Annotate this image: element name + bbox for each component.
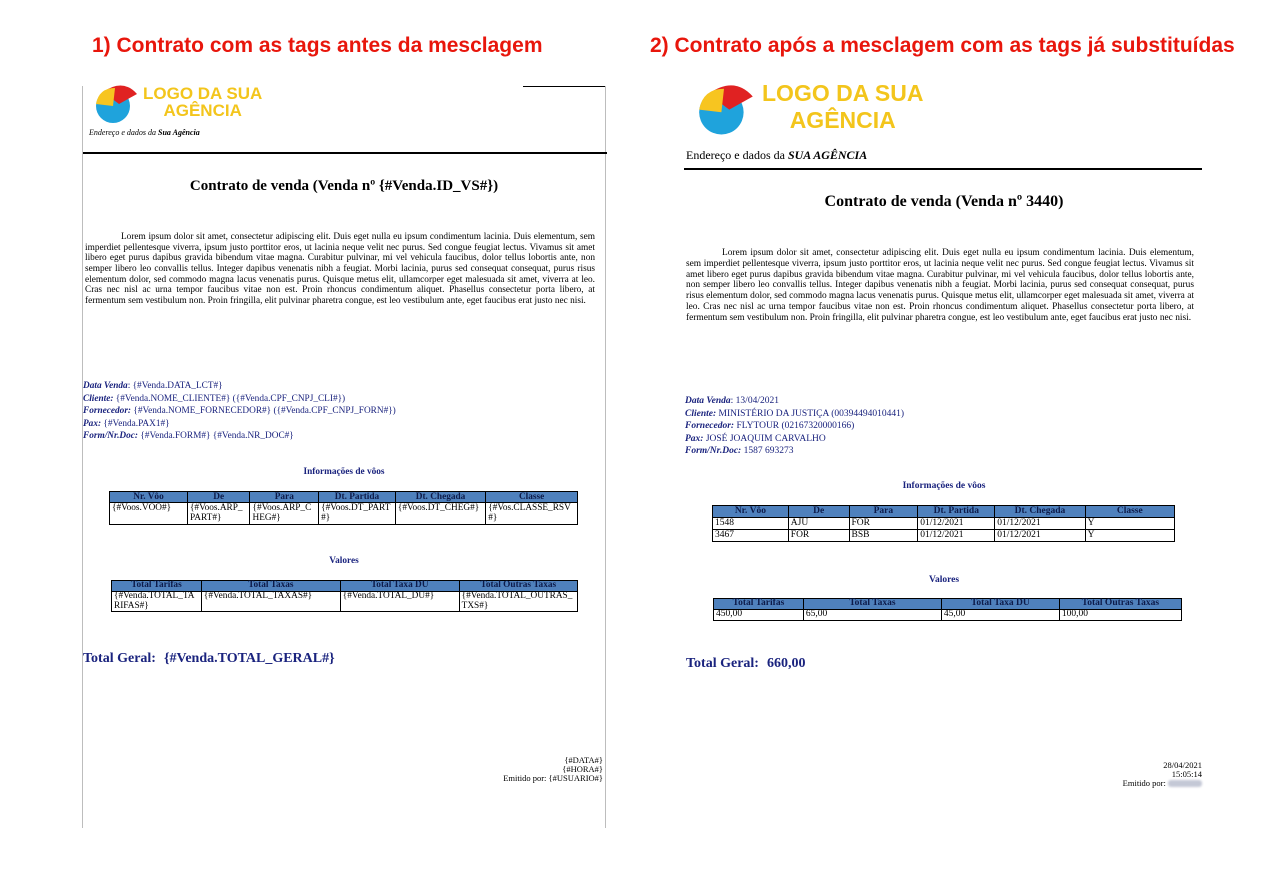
table-cell: {#Voos.ARP_CHEG#} [250,503,319,524]
column-header: De [187,492,250,503]
values-table [713,598,1182,621]
flights-header-row [110,492,578,503]
logo-mark-icon [690,78,758,136]
column-header: Para [250,492,319,503]
table-cell: 01/12/2021 [995,517,1085,529]
sale-fields: Data Venda: 13/04/2021 Cliente: MINISTÉRIO DA JUSTIÇA (00394494010441) Fornecedor: FLYTOUR (02167320000166) Pax: JOSÉ JOAQUIM CARVALHO Form/Nr.Doc: 1587 693273 [685,396,905,456]
total-geral: Total Geral: 660,00 [686,656,806,671]
table-cell: FOR [788,529,849,541]
column-header: Total Taxas [803,599,941,610]
table-cell: 01/12/2021 [995,529,1085,541]
agency-logo [690,78,923,136]
agency-address: Endereço e dados da SUA AGÊNCIA [686,148,868,162]
logo-mark-icon [89,80,141,124]
left-heading: 1) Contrato com as tags antes da mesclagem [92,34,543,57]
table-cell: {#Venda.TOTAL_TAXAS#} [201,591,340,612]
values-section-title: Valores [329,556,359,566]
table-row [713,529,1175,541]
template-contract-page [82,86,606,828]
agency-address: Endereço e dados da Sua Agência [89,128,200,137]
total-geral: Total Geral: {#Venda.TOTAL_GERAL#} [83,651,335,666]
table-cell: {#Voos.VOO#} [110,503,188,524]
right-heading: 2) Contrato após a mesclagem com as tags já substituídas [650,34,1235,57]
column-header: Total Outras Taxas [1059,599,1181,610]
flights-table [712,505,1175,542]
column-header: Nr. Vôo [713,506,789,518]
column-header: Total Tarifas [714,599,804,610]
flights-table [109,491,578,525]
header-rule [83,152,607,154]
table-row [713,517,1175,529]
values-section-title: Valores [928,575,960,585]
column-header: De [788,506,849,518]
table-cell: Y [1085,529,1174,541]
column-header: Nr. Vôo [110,492,188,503]
contract-body-text: Lorem ipsum dolor sit amet, consectetur adipiscing elit. Duis eget nulla eu ipsum condimentum lacinia. Duis elementum, sem imperdiet pellentesque viverra, ipsum justo porttitor eros, ut lacinia neque velit nec purus. Sed congue feugiat lectus. Vivamus sit amet libero eget purus dapibus gravida bibendum vitae magna. Curabitur pulvinar, mi vel vehicula faucibus, dolor tellus lobortis ante, non semper libero leo convallis tellus. Integer dapibus venenatis nibh a feugiat. Morbi lacinia, purus sed consequat consequat, purus risus elementum dolor, sed commodo magna lacus venenatis purus. Quisque metus elit, ullamcorper eget malesuada sit amet, viverra at leo. Cras nec nisl ac urna tempor faucibus vitae non est. Proin rhoncus condimentum aliquet. Phasellus consectetur porta libero, at fermentum sem vestibulum non. Proin fringilla, elit pulvinar pharetra congue, est leo vestibulum ante, eget faucibus erat justo nec nisi. [85,232,595,307]
column-header: Total Taxa DU [941,599,1059,610]
emission-footer: {#DATA#} {#HORA#} Emitido por: {#USUARIO#} [503,755,603,783]
header-rule [684,168,1202,170]
table-cell: 01/12/2021 [918,517,995,529]
column-header: Classe [1085,506,1174,518]
table-cell: BSB [849,529,918,541]
table-cell: 45,00 [941,609,1059,620]
table-cell: {#Voos.ARP_PART#} [187,503,250,524]
table-cell: 01/12/2021 [918,529,995,541]
column-header: Classe [486,492,578,503]
table-cell: {#Voos.DT_CHEG#} [395,503,485,524]
table-cell: {#Venda.TOTAL_OUTRAS_TXS#} [459,591,577,612]
table-cell: {#Voos.DT_PART#} [319,503,396,524]
table-cell: 65,00 [803,609,941,620]
table-cell: {#Vos.CLASSE_RSV#} [486,503,578,524]
table-row [110,503,578,524]
contract-body-text: Lorem ipsum dolor sit amet, consectetur adipiscing elit. Duis eget nulla eu ipsum condimentum lacinia. Duis elementum, sem imperdiet pellentesque viverra, ipsum justo porttitor eros, ut lacinia neque velit nec purus. Sed congue feugiat lectus. Vivamus sit amet libero eget purus dapibus gravida bibendum vitae magna. Curabitur pulvinar, mi vel vehicula faucibus, dolor tellus lobortis ante, non semper libero leo convallis tellus. Integer dapibus venenatis nibh a feugiat. Morbi lacinia, purus sed consequat consequat, purus risus elementum dolor, sed commodo magna lacus venenatis purus. Quisque metus elit, ullamcorper eget malesuada sit amet, viverra at leo. Cras nec nisl ac urna tempor faucibus vitae non est. Proin rhoncus condimentum aliquet. Phasellus consectetur porta libero, at fermentum sem vestibulum non. Proin fringilla, elit pulvinar pharetra congue, est leo vestibulum ante, eget faucibus erat justo nec nisi. [686,248,1194,323]
agency-logo [89,80,262,124]
column-header: Dt. Partida [319,492,396,503]
logo-text: LOGO DA SUA AGÊNCIA [762,80,924,133]
table-cell: 1548 [713,517,789,529]
column-header: Dt. Partida [918,506,995,518]
emission-footer: 28/04/2021 15:05:14 Emitido por: [1122,760,1202,788]
column-header: Total Taxas [201,581,340,592]
values-header-row [714,599,1182,610]
table-cell: {#Venda.TOTAL_TARIFAS#} [112,591,202,612]
table-cell: AJU [788,517,849,529]
column-header: Para [849,506,918,518]
sale-fields: Data Venda: {#Venda.DATA_LCT#} Cliente: {#Venda.NOME_CLIENTE#} ({#Venda.CPF_CNPJ_CLI#}) Fornecedor: {#Venda.NOME_FORNECEDOR#} ({#Venda.CPF_CNPJ_FORN#}) Pax: {#Venda.PAX1#} Form/Nr.Doc: {#Venda.FORM#} {#Venda.NR_DOC#} [83,381,396,441]
table-cell: 3467 [713,529,789,541]
table-cell: FOR [849,517,918,529]
column-header: Dt. Chegada [995,506,1085,518]
table-cell: 450,00 [714,609,804,620]
flights-section-title: Informações de vôos [303,467,385,477]
table-row [714,609,1182,620]
contract-title: Contrato de venda (Venda nº 3440) [824,193,1064,210]
values-header-row [112,581,578,592]
column-header: Total Taxa DU [340,581,459,592]
values-table [111,580,578,612]
column-header: Dt. Chegada [395,492,485,503]
contract-title: Contrato de venda (Venda nº {#Venda.ID_VS#}) [189,178,499,194]
redacted-user [1168,780,1202,787]
flights-header-row [713,506,1175,518]
logo-text: LOGO DA SUA AGÊNCIA [143,84,263,120]
table-cell: Y [1085,517,1174,529]
table-cell: {#Venda.TOTAL_DU#} [340,591,459,612]
column-header: Total Tarifas [112,581,202,592]
table-cell: 100,00 [1059,609,1181,620]
flights-section-title: Informações de vôos [902,481,986,491]
header-top-rule [523,86,605,87]
merged-contract-page [684,76,1204,816]
table-row [112,591,578,612]
column-header: Total Outras Taxas [459,581,577,592]
